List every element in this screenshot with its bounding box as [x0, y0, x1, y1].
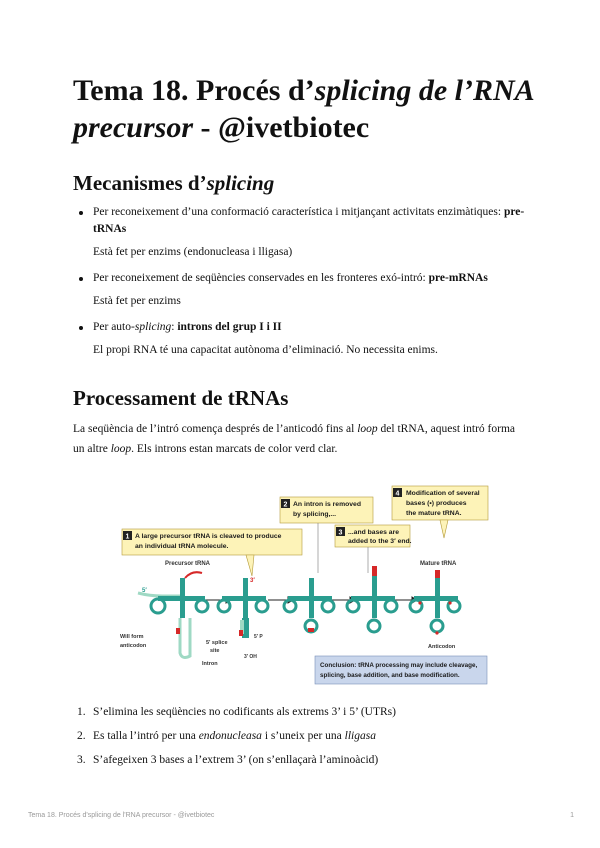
svg-text:2: 2: [283, 501, 288, 509]
page-title: Tema 18. Procés d’splicing de l’RNA precursor - @ivetbiotec: [73, 74, 533, 144]
trna-paragraph: La seqüència de l’intró comença després de l’anticodó fins al loop del tRNA, aquest intró forma un altre loop. Els introns estan marcats de color verd clar.: [73, 423, 515, 455]
callout-step-3: [335, 525, 412, 573]
svg-text:3′ OH: 3′ OH: [244, 654, 257, 660]
precursor-label: Precursor tRNA: [165, 561, 211, 567]
svg-text:splicing, base addition, and b: splicing, base addition, and base modification.: [320, 672, 460, 679]
mature-label: Mature tRNA: [420, 561, 457, 567]
svg-text:anticodon: anticodon: [120, 643, 147, 649]
svg-text:Modification of several: Modification of several: [406, 490, 480, 497]
svg-text:5′: 5′: [142, 588, 147, 594]
conclusion-box: [315, 656, 487, 684]
svg-text:bases (•) produces: bases (•) produces: [406, 500, 467, 507]
list-item: Per auto-splicing: introns del grup I i II El propi RNA té una capacitat autònoma d’eliminació. No necessita enims.: [73, 319, 533, 359]
list-item: 2. Es talla l’intró per una endonucleasa i s’uneix per una lligasa: [77, 730, 376, 742]
list-item: 3. S’afegeixen 3 bases a l’extrem 3’ (on s’enllaçarà l’aminoàcid): [77, 754, 379, 766]
svg-text:...and bases are: ...and bases are: [348, 529, 400, 536]
list-item: Per reconeixement d’una conformació característica i mitjançant activitats enzimàtiques: pre-tRNAs Està fet per enzims (endonucleasa i lligasa): [73, 204, 533, 261]
svg-text:Will form: Will form: [120, 634, 144, 640]
svg-text:4: 4: [395, 490, 400, 498]
list-item-note: El propi RNA té una capacitat autònoma d’eliminació. No necessita enims.: [93, 344, 438, 356]
trna-mature: [410, 570, 460, 635]
svg-text:added to the 3′ end.: added to the 3′ end.: [348, 538, 412, 545]
svg-text:3: 3: [338, 529, 343, 537]
svg-text:Intron: Intron: [202, 661, 218, 667]
svg-text:5′ P: 5′ P: [254, 634, 263, 640]
trna-processing-figure: [110, 478, 492, 688]
trna-intermediate-2: [284, 578, 334, 632]
trna-intermediate-1: [218, 578, 268, 638]
steps-list: [73, 700, 396, 772]
list-item-note: Està fet per enzims (endonucleasa i lligasa): [93, 246, 293, 258]
mechanisms-list: [73, 204, 533, 368]
svg-text:Conclusion: tRNA processing ma: Conclusion: tRNA processing may include cleavage,: [320, 662, 478, 669]
page-number: 1: [570, 812, 574, 819]
svg-text:1: 1: [125, 533, 130, 541]
svg-text:A large precursor tRNA is clea: A large precursor tRNA is cleaved to produce: [135, 533, 282, 540]
list-item-note: Està fet per enzims: [93, 295, 181, 307]
section-heading-mechanisms: Mecanismes d’splicing: [73, 171, 275, 195]
svg-text:an individual tRNA molecule.: an individual tRNA molecule.: [135, 543, 229, 550]
svg-text:3′: 3′: [250, 578, 255, 584]
svg-text:Anticodon: Anticodon: [428, 644, 456, 650]
svg-text:the mature tRNA.: the mature tRNA.: [406, 510, 462, 517]
callout-step-1: [122, 529, 302, 576]
footer-text: Tema 18. Procés d'splicing de l'RNA precursor - @ivetbiotec: [28, 812, 215, 819]
page-footer: [28, 812, 574, 819]
section-heading-trna: Processament de tRNAs: [73, 386, 289, 410]
svg-text:5′ splice: 5′ splice: [206, 640, 228, 646]
bullet-dot: [79, 211, 83, 215]
svg-text:site: site: [210, 648, 220, 654]
list-item: 1. S’elimina les seqüències no codificants als extrems 3’ i 5’ (UTRs): [77, 706, 396, 718]
bullet-dot: [79, 277, 83, 281]
trna-intermediate-3: [347, 566, 397, 632]
list-item: Per reconeixement de seqüències conservades en les fronteres exó-intró: pre-mRNAs Està fet per enzims: [73, 270, 533, 310]
bullet-dot: [79, 326, 83, 330]
svg-text:An intron is removed: An intron is removed: [293, 501, 361, 508]
trna-precursor: [138, 572, 208, 657]
svg-text:by splicing,...: by splicing,...: [293, 511, 337, 518]
